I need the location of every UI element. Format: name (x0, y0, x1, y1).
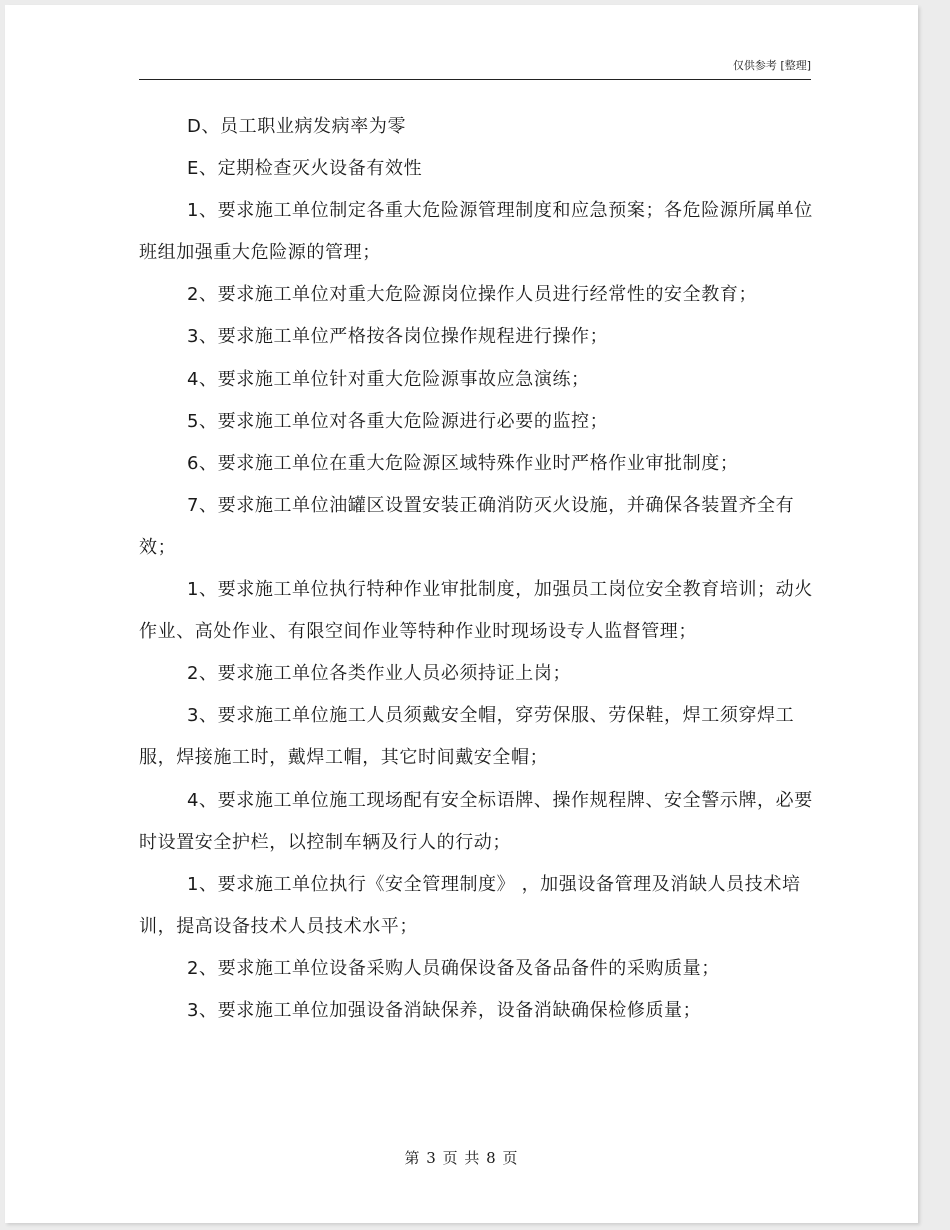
document-body (139, 106, 819, 1032)
paragraph: 3、要求施工单位施工人员须戴安全帽，穿劳保服、劳保鞋，焊工须穿焊工服，焊接施工时，戴焊工帽，其它时间戴安全帽； (139, 705, 795, 769)
page-footer (5, 1147, 918, 1168)
paragraph: 7、要求施工单位油罐区设置安装正确消防灭火设施，并确保各装置齐全有效； (139, 494, 795, 558)
paragraph: 2、要求施工单位对重大危险源岗位操作人员进行经常性的安全教育； (187, 284, 758, 306)
paragraph: 1、要求施工单位执行《安全管理制度》 ，加强设备管理及消缺人员技术培训，提高设备技术人员技术水平； (139, 873, 801, 937)
header-label: 仅供参考 [整理] (732, 59, 811, 72)
paragraph: 5、要求施工单位对各重大危险源进行必要的监控； (187, 410, 609, 432)
paragraph: 3、要求施工单位严格按各岗位操作规程进行操作； (187, 326, 609, 348)
paragraph: 1、要求施工单位制定各重大危险源管理制度和应急预案；各危险源所属单位班组加强重大危险源的管理； (139, 200, 813, 264)
paragraph: 1、要求施工单位执行特种作业审批制度，加强员工岗位安全教育培训；动火作业、高处作业、有限空间作业等特种作业时现场设专人监督管理； (139, 579, 813, 643)
paragraph: 4、要求施工单位针对重大危险源事故应急演练； (187, 368, 590, 390)
paragraph: 4、要求施工单位施工现场配有安全标语牌、操作规程牌、安全警示牌，必要时设置安全护栏，以控制车辆及行人的行动； (139, 789, 813, 853)
page-header (139, 59, 811, 80)
paragraph: E、定期检查灭火设备有效性 (187, 158, 423, 180)
paragraph: 2、要求施工单位设备采购人员确保设备及备品备件的采购质量； (187, 957, 720, 979)
page-number-label: 第 3 页 共 8 页 (404, 1149, 519, 1167)
paragraph: 6、要求施工单位在重大危险源区域特殊作业时严格作业审批制度； (187, 452, 739, 474)
paragraph: 3、要求施工单位加强设备消缺保养，设备消缺确保检修质量； (187, 999, 702, 1021)
document-page (5, 5, 918, 1223)
paragraph: D、员工职业病发病率为零 (187, 116, 407, 137)
paragraph: 2、要求施工单位各类作业人员必须持证上岗； (187, 663, 572, 685)
